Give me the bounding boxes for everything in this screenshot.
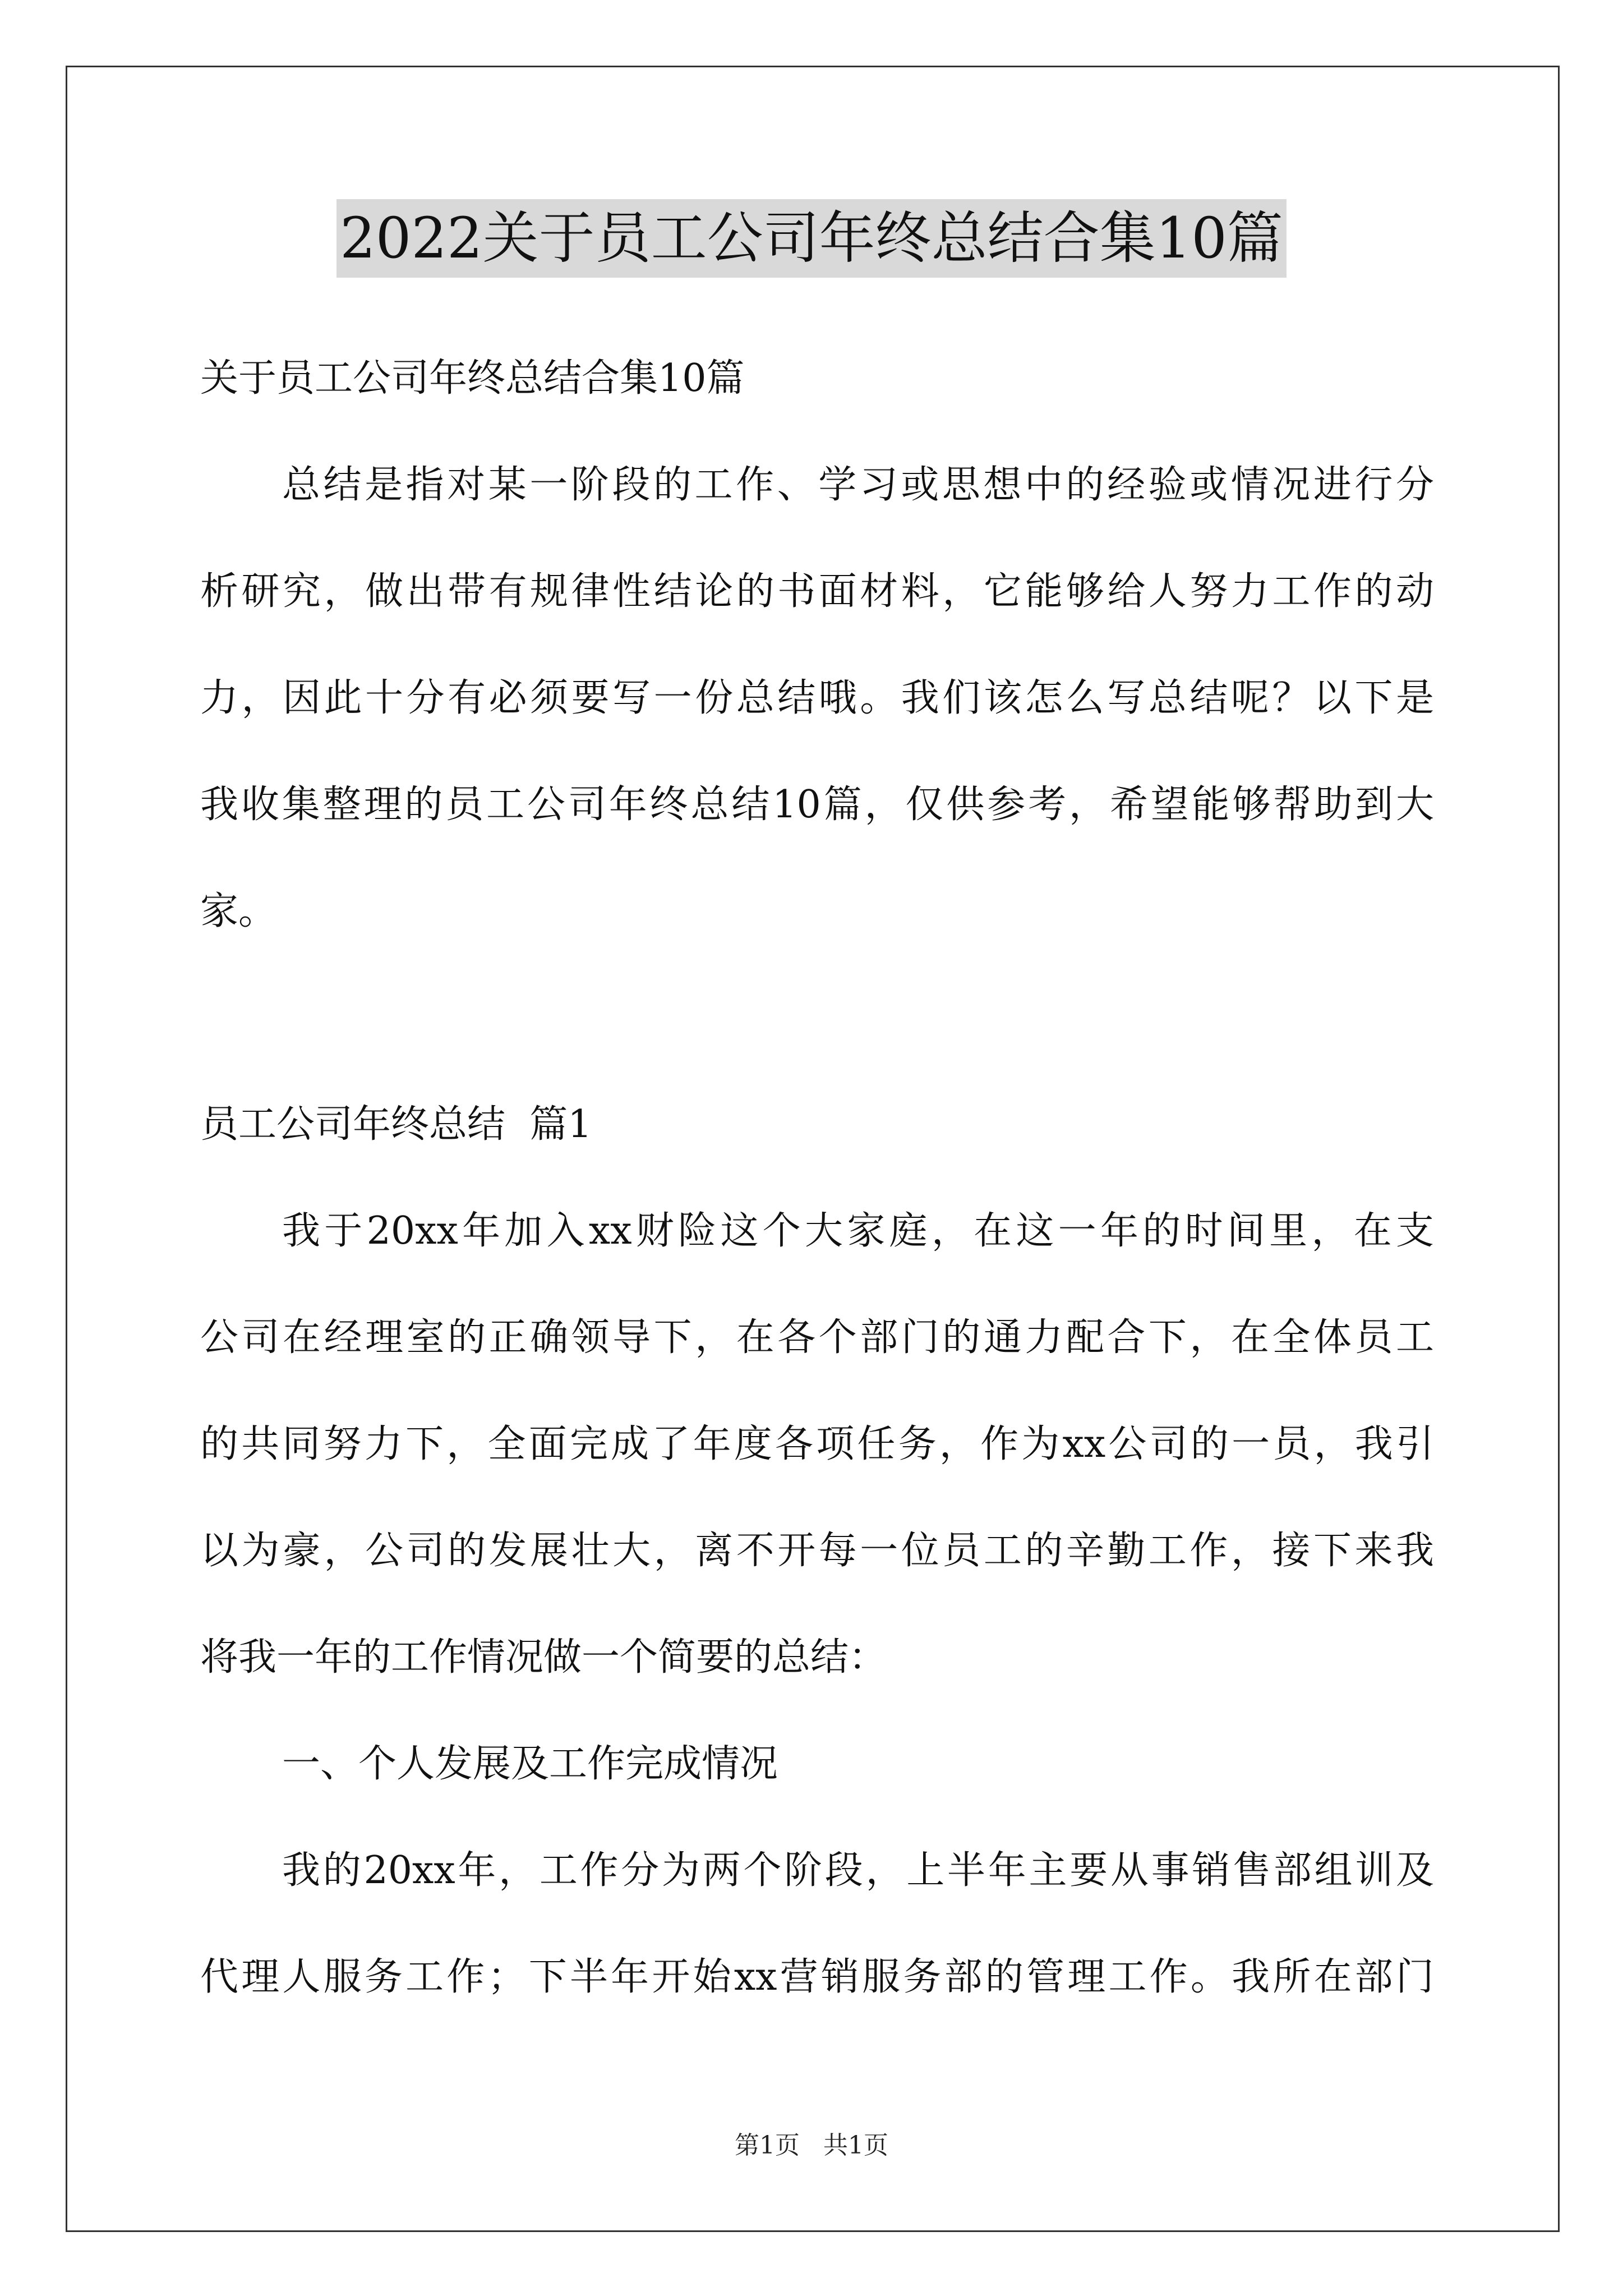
- section-heading: 员工公司年终总结 篇1: [200, 1102, 592, 1147]
- subheading: 一、个人发展及工作完成情况: [282, 1742, 778, 1786]
- body-line: 我的20xx年，工作分为两个阶段，上半年主要从事销售部组训及: [282, 1848, 1434, 1893]
- intro-line: 力，因此十分有必须要写一份总结哦。我们该怎么写总结呢？以下是: [200, 676, 1434, 720]
- intro-line: 总结是指对某一阶段的工作、学习或思想中的经验或情况进行分: [282, 463, 1434, 507]
- document-title-text: 2022关于员工公司年终总结合集10篇: [336, 199, 1287, 278]
- document-title: [0, 199, 1623, 278]
- body-line: 代理人服务工作；下半年开始xx营销服务部的管理工作。我所在部门: [200, 1955, 1434, 1999]
- subtitle: 关于员工公司年终总结合集10篇: [200, 356, 745, 401]
- body-line: 的共同努力下，全面完成了年度各项任务，作为xx公司的一员，我引: [200, 1422, 1434, 1466]
- body-line: 公司在经理室的正确领导下，在各个部门的通力配合下，在全体员工: [200, 1315, 1434, 1360]
- intro-line: 家。: [200, 889, 277, 933]
- body-line: 以为豪，公司的发展壮大，离不开每一位员工的辛勤工作，接下来我: [200, 1529, 1434, 1573]
- intro-line: 析研究，做出带有规律性结论的书面材料，它能够给人努力工作的动: [200, 569, 1434, 614]
- body-line: 将我一年的工作情况做一个简要的总结：: [200, 1635, 887, 1680]
- body-line: 我于20xx年加入xx财险这个大家庭，在这一年的时间里，在支: [282, 1209, 1434, 1253]
- page-footer: 第1页 共1页: [735, 2131, 888, 2160]
- intro-line: 我收集整理的员工公司年终总结10篇，仅供参考，希望能够帮助到大: [200, 783, 1434, 827]
